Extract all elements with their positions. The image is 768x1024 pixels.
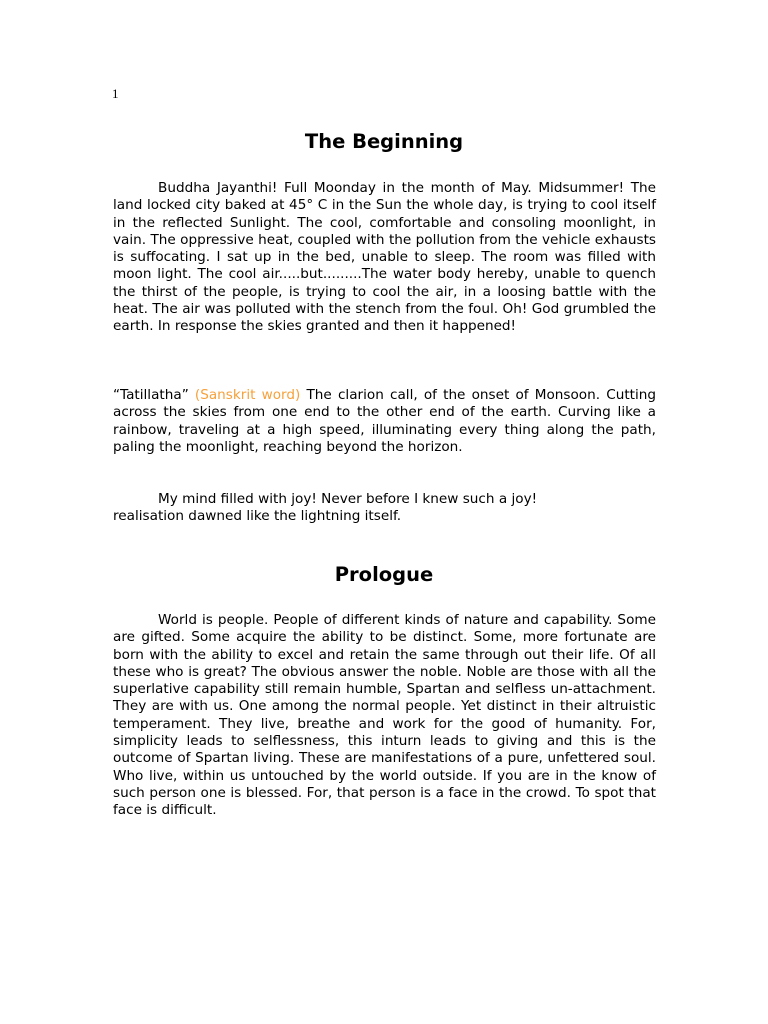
- section-title-the-beginning: The Beginning: [304, 130, 464, 153]
- tatillatha-quote: “Tatillatha”: [113, 387, 189, 403]
- realisation-line: realisation dawned like the lightning itself.: [113, 508, 402, 525]
- section-title-prologue: Prologue: [334, 563, 434, 586]
- joy-line: My mind filled with joy! Never before I knew such a joy!: [158, 491, 538, 507]
- monsoon-description: The clarion call, of the onset of Monsoon. Cutting across the skies from one end to the other end of the earth. Curving like a rainbow, traveling at a high speed, illuminating every thing along the path, paling the moonlight, reaching beyond the horizon.: [113, 387, 656, 455]
- page-number: 1: [112, 86, 119, 101]
- prologue-paragraph-1: World is people. People of different kinds of nature and capability. Some are gifted. Some acquire the ability to be distinct. Some, more fortunate are born with the ability to excel and retain the same through out their life. Of all these who is great? The obvious answer the noble. Noble are those with all the superlative capability still remain humble, Spartan and selfless un-attachment. They are with us. One among the normal people. Yet distinct in their altruistic temperament. They live, breathe and work for the good of humanity. For, simplicity leads to selflessness, this inturn leads to giving and this is the outcome of Spartan living. These are manifestations of a pure, unfettered soul. Who live, within us untouched by the world outside. If you are in the know of such person one is blessed. For, that person is a face in the crowd. To spot that face is difficult.: [113, 612, 656, 819]
- beginning-paragraph-3: [113, 491, 656, 526]
- beginning-paragraph-2: [113, 387, 656, 456]
- beginning-paragraph-1: Buddha Jayanthi! Full Moonday in the month of May. Midsummer! The land locked city baked at 45° C in the Sun the whole day, is trying to cool itself in the reflected Sunlight. The cool, comfortable and consoling moonlight, in vain. The oppressive heat, coupled with the pollution from the vehicle exhausts is suffocating. I sat up in the bed, unable to sleep. The room was filled with moon light. The cool air.....but.........The water body hereby, unable to quench the thirst of the people, is trying to cool the air, in a loosing battle with the heat. The air was polluted with the stench from the foul. Oh! God grumbled the earth. In response the skies granted and then it happened!: [113, 180, 656, 335]
- sanskrit-word-note: (Sanskrit word): [194, 387, 301, 403]
